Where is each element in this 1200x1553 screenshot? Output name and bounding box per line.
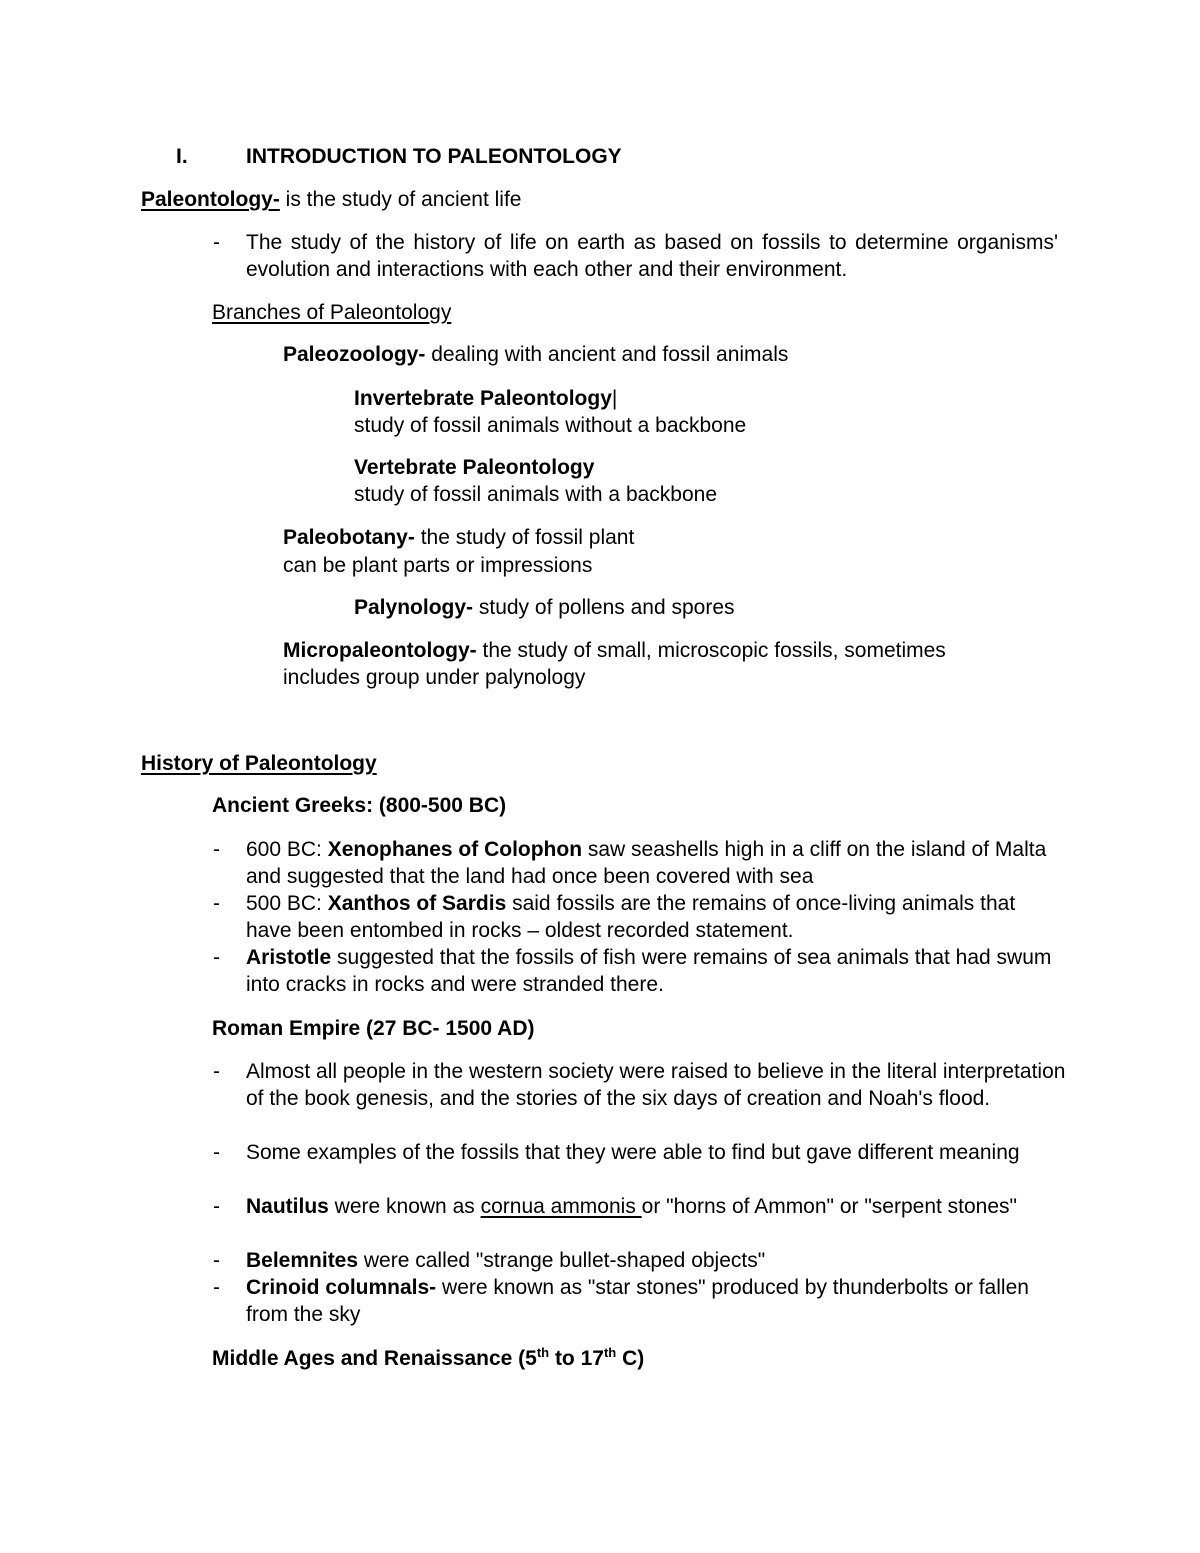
roman-item-5: Crinoid columnals- were known as "star stones" produced by thunderbolts or fallen from the sky bbox=[246, 1276, 1029, 1326]
bullet-dash: - bbox=[213, 946, 220, 969]
bullet-dash: - bbox=[213, 1195, 220, 1218]
section-numeral: I. bbox=[176, 145, 188, 168]
micropaleontology-line-2: includes group under palynology bbox=[283, 666, 586, 689]
paleobotany-line-2: can be plant parts or impressions bbox=[283, 554, 593, 577]
greeks-item-3: Aristotle suggested that the fossils of fish were remains of sea animals that had swum into cracks in rocks and were stranded there. bbox=[246, 946, 1052, 996]
invertebrate-text: study of fossil animals without a backbone bbox=[354, 414, 747, 437]
section-title: INTRODUCTION TO PALEONTOLOGY bbox=[246, 145, 622, 168]
definition-bullet: The study of the history of life on earth as based on fossils to determine organisms' evolution and interactions with each other and their environment. bbox=[246, 231, 1058, 281]
history-heading: History of Paleontology bbox=[141, 752, 377, 775]
bullet-dash: - bbox=[213, 1060, 220, 1083]
greeks-item-1: 600 BC: Xenophanes of Colophon saw seashells high in a cliff on the island of Malta and suggested that the land had once been covered with sea bbox=[246, 838, 1047, 888]
roman-item-3: Nautilus were known as cornua ammonis or "horns of Ammon" or "serpent stones" bbox=[246, 1195, 1017, 1218]
vertebrate-text: study of fossil animals with a backbone bbox=[354, 483, 718, 506]
paleobotany-line: Paleobotany- the study of fossil plant bbox=[283, 526, 635, 549]
middle-ages-heading: Middle Ages and Renaissance (5th to 17th C) bbox=[212, 1345, 645, 1370]
greeks-item-2: 500 BC: Xanthos of Sardis said fossils are the remains of once-living animals that have been entombed in rocks – oldest recorded statement. bbox=[246, 892, 1016, 942]
definition-text: is the study of ancient life bbox=[279, 188, 522, 211]
branches-heading: Branches of Paleontology bbox=[212, 301, 452, 324]
paleozoology-line: Paleozoology- dealing with ancient and fossil animals bbox=[283, 343, 789, 366]
vertebrate-term: Vertebrate Paleontology bbox=[354, 456, 595, 479]
definition-term: Paleontology- bbox=[141, 188, 280, 211]
invertebrate-term: Invertebrate Paleontology| bbox=[354, 387, 618, 410]
micropaleontology-line: Micropaleontology- the study of small, microscopic fossils, sometimes bbox=[283, 639, 946, 662]
greeks-heading: Ancient Greeks: (800-500 BC) bbox=[212, 794, 507, 817]
bullet-dash: - bbox=[213, 231, 220, 254]
bullet-dash: - bbox=[213, 892, 220, 915]
roman-item-2: Some examples of the fossils that they were able to find but gave different meaning bbox=[246, 1141, 1020, 1164]
bullet-dash: - bbox=[213, 1276, 220, 1299]
definition-line bbox=[141, 186, 521, 213]
bullet-dash: - bbox=[213, 1249, 220, 1272]
roman-item-1: Almost all people in the western society were raised to believe in the literal interpretation of the book genesis, and the stories of the six days of creation and Noah's flood. bbox=[246, 1060, 1066, 1110]
bullet-dash: - bbox=[213, 838, 220, 861]
bullet-dash: - bbox=[213, 1141, 220, 1164]
roman-heading: Roman Empire (27 BC- 1500 AD) bbox=[212, 1017, 535, 1040]
roman-item-4: Belemnites were called "strange bullet-shaped objects" bbox=[246, 1249, 766, 1272]
palynology-line: Palynology- study of pollens and spores bbox=[354, 596, 735, 619]
